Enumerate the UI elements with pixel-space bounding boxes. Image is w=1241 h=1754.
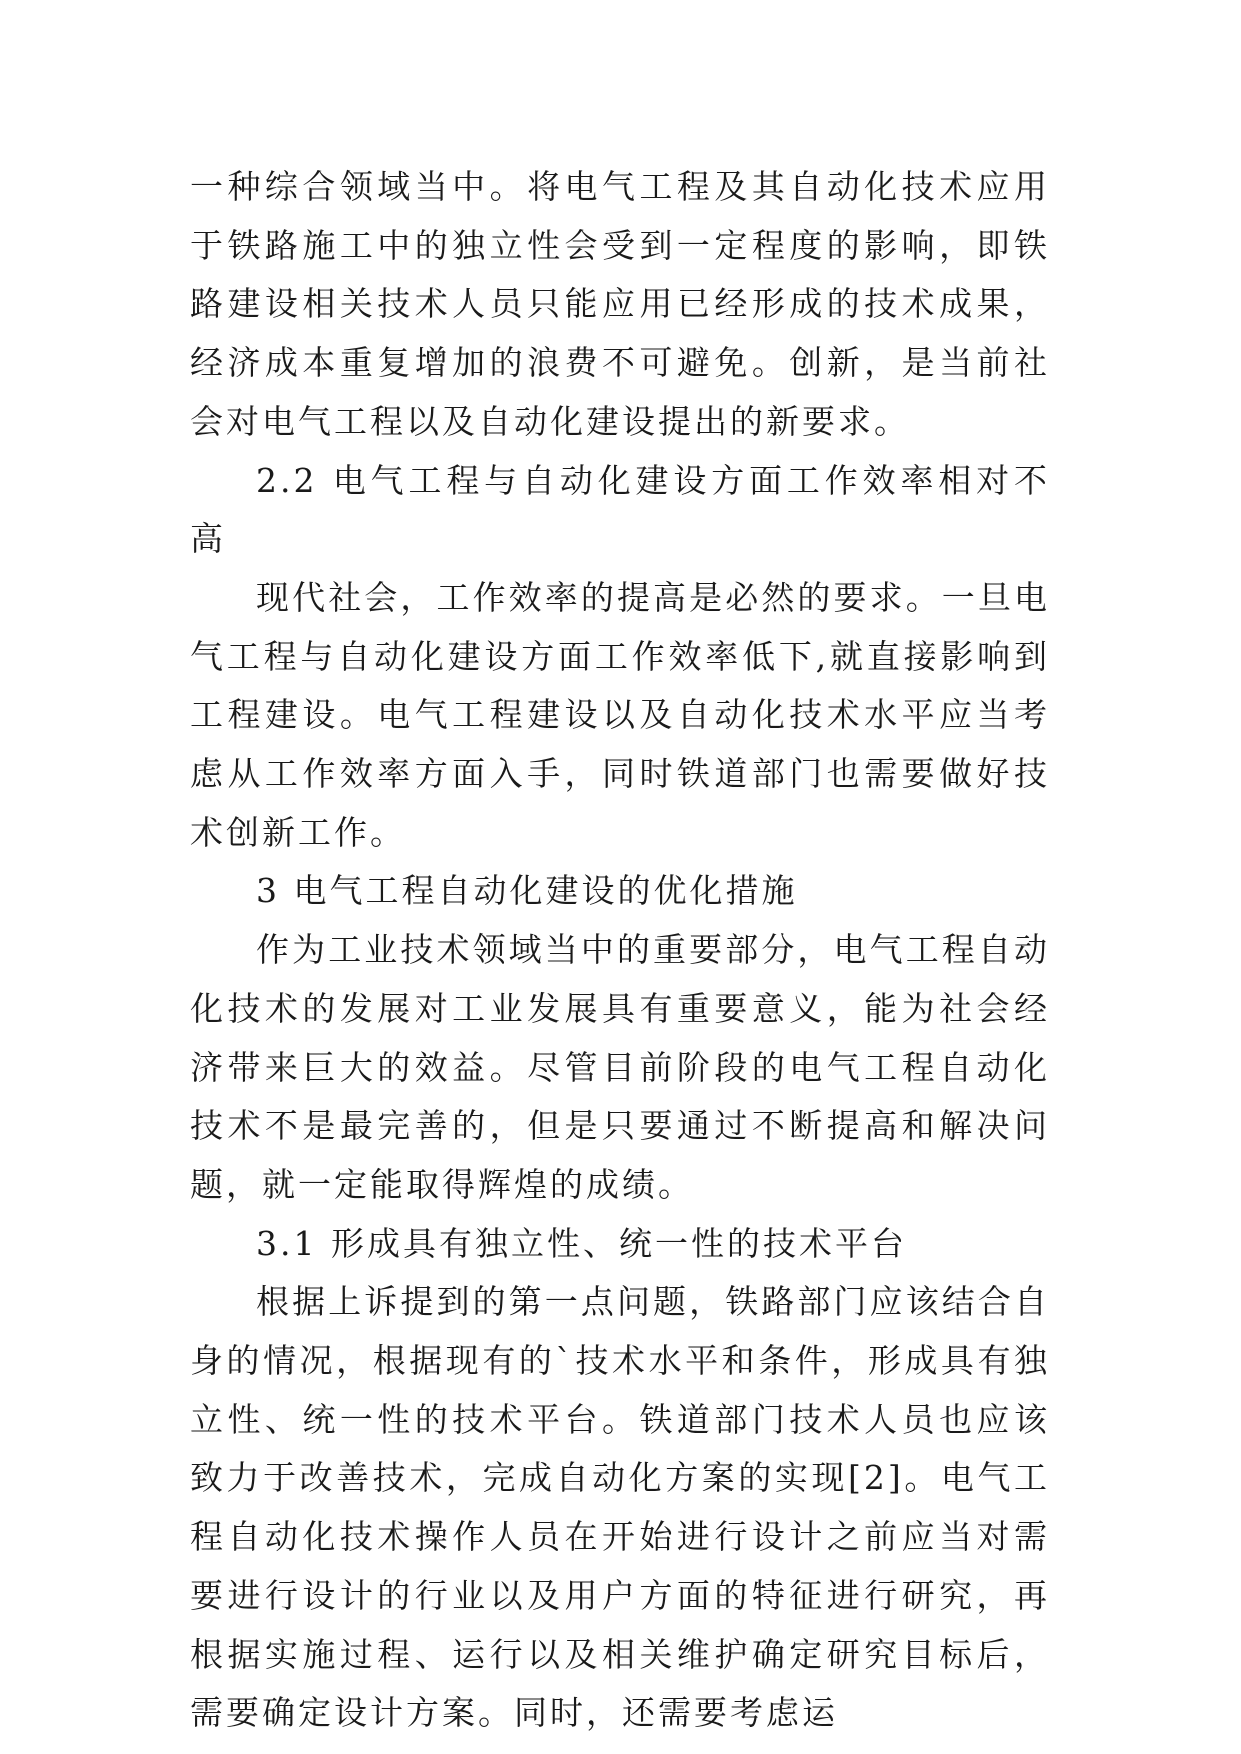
section-heading-3: 3 电气工程自动化建设的优化措施 (256, 871, 798, 911)
document-body (190, 158, 1050, 1743)
paragraph: 作为工业技术领域当中的重要部分，电气工程自动化技术的发展对工业发展具有重要意义，能为社会经济带来巨大的效益。尽管目前阶段的电气工程自动化技术不是最完善的，但是只要通过不断提高和解决问题，就一定能取得辉煌的成绩。 (190, 930, 1050, 1204)
paragraph: 现代社会，工作效率的提高是必然的要求。一旦电气工程与自动化建设方面工作效率低下,就直接影响到工程建设。电气工程建设以及自动化技术水平应当考虑从工作效率方面入手，同时铁道部门也需要做好技术创新工作。 (190, 577, 1050, 852)
paragraph: 根据上诉提到的第一点问题，铁路部门应该结合自身的情况，根据现有的`技术水平和条件，形成具有独立性、统一性的技术平台。铁道部门技术人员也应该致力于改善技术，完成自动化方案的实现[2]。电气工程自动化技术操作人员在开始进行设计之前应当对需要进行设计的行业以及用户方面的特征进行研究，再根据实施过程、运行以及相关维护确定研究目标后，需要确定设计方案。同时，还需要考虑运 (190, 1282, 1050, 1733)
section-heading-3-1: 3.1 形成具有独立性、统一性的技术平台 (256, 1223, 907, 1263)
section-heading-2-2: 2.2 电气工程与自动化建设方面工作效率相对不高 (190, 460, 1050, 559)
paragraph-continued: 一种综合领域当中。将电气工程及其自动化技术应用于铁路施工中的独立性会受到一定程度的影响，即铁路建设相关技术人员只能应用已经形成的技术成果，经济成本重复增加的浪费不可避免。创新，是当前社会对电气工程以及自动化建设提出的新要求。 (190, 167, 1050, 441)
